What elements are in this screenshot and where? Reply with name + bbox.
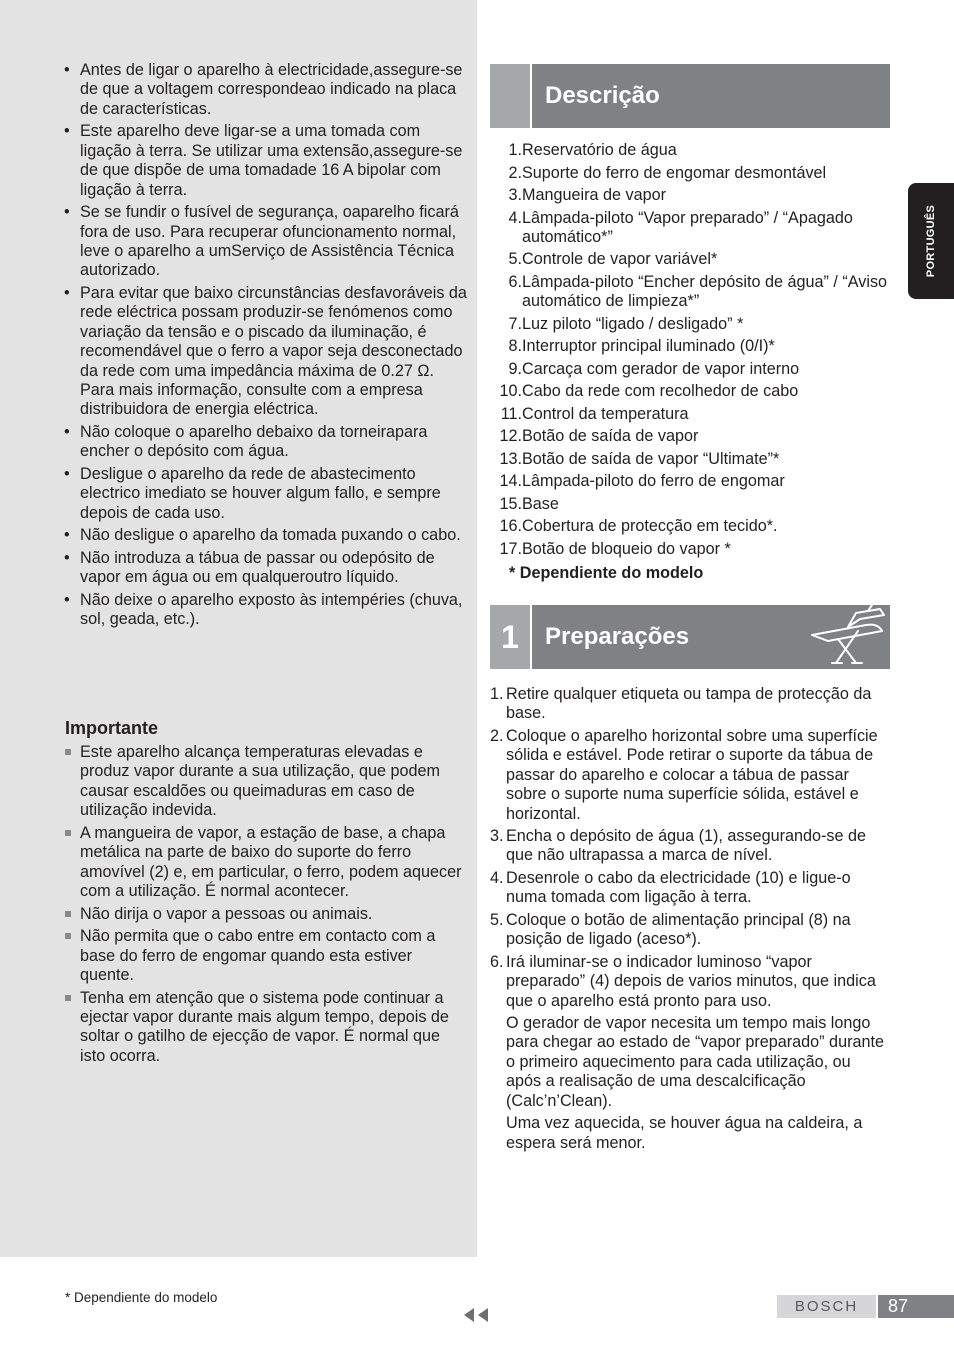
list-item: 14. Lâmpada-piloto do ferro de engomar [499, 472, 785, 491]
list-item: 3. Mangueira de vapor [508, 186, 666, 204]
list-item: 17. Botão de bloqueio do vapor * [499, 539, 731, 558]
list-item: 7. Luz piloto “ligado / desligado” * [508, 314, 744, 333]
list-item: Não permita que o cabo entre em contacto com a base do ferro de engomar quando esta estiver quente. [62, 927, 467, 985]
section-title: Preparações [545, 623, 690, 650]
list-item: 9. Carcaça com gerador de vapor interno [508, 359, 800, 378]
list-item: 3. Encha o depósito de água (1), assegurando-se de que não ultrapassa a marca de nível. [490, 827, 866, 865]
list-item: Tenha em atenção que o sistema pode continuar a ejectar vapor durante mais algum tempo, depois de soltar o gatilho de ejecção de vapor. É normal que isto ocorra. [62, 989, 467, 1067]
list-item: 5. Coloque o botão de alimentação principal (8) na posição de ligado (aceso*). [490, 910, 851, 949]
safety-warnings-list [62, 61, 467, 633]
list-item: • Não coloque o aparelho debaixo da torneirapara encher o depósito com água. [62, 423, 467, 462]
list-item: 4. Desenrole o cabo da electricidade (10) e ligue-o numa tomada com ligação à terra. [490, 868, 851, 907]
list-item: • Não deixe o aparelho exposto às intempéries (chuva, sol, geada, etc.). [62, 591, 467, 630]
list-item: Este aparelho alcança temperaturas elevadas e produz vapor durante a sua utilização, que podem causar escaldões ou queimaduras em caso de utilização indevida. [62, 743, 467, 821]
list-item: Não dirija o vapor a pessoas ou animais. [62, 905, 467, 924]
language-tab [908, 183, 954, 299]
list-item: • Se se fundir o fusível de segurança, oaparelho ficará fora de uso. Para recuperar ofuncionamento normal, leve o aparelho a umServiço de Assistência Técnica autorizado. [62, 203, 467, 281]
section-number: 1 [490, 605, 530, 669]
list-item: 15. Base [499, 494, 559, 513]
list-item: 13. Botão de saída de vapor “Ultimate”* [499, 449, 780, 468]
list-item: 6. Irá iluminar-se o indicador luminoso “vapor preparado” (4) depois de varios minutos, que indica que o aparelho está pronto para uso. [490, 952, 876, 1010]
model-note: * Dependiente do modelo [509, 564, 704, 582]
list-item: 10. Cabo da rede com recolhedor de cabo [499, 382, 799, 401]
divider [530, 64, 532, 128]
list-item: A mangueira de vapor, a estação de base, a chapa metálica na parte de baixo do suporte do ferro amovível (2) e, em particular, o ferro, podem aquecer com a utilização. É normal acontecer. [62, 824, 467, 902]
list-item: 1. Reservatório de água [508, 141, 677, 159]
list-item: 6. Lâmpada-piloto “Encher depósito de água” / “Aviso automático de limpieza*” [508, 272, 888, 311]
footer-note: * Dependiente do modelo [65, 1290, 218, 1305]
list-item: 5. Controle de vapor variável* [508, 250, 718, 269]
list-item: • Para evitar que baixo circunstâncias desfavoráveis da rede eléctrica possam produzir-se fenómenos como variação da tensão e o piscado da iluminação, é recomendável que o ferro a vapor seja desconectado da rede com uma impedância máxima de 0.27 Ω. Para mais informação, consulte com a empresa distribuidora de energia eléctrica. [62, 284, 467, 420]
language-tab-label: PORTUGUÊS [925, 204, 937, 278]
list-item: 16. Cobertura de protecção em tecido*. [499, 517, 778, 536]
list-item: 12. Botão de saída de vapor [499, 427, 699, 446]
double-left-arrow-icon[interactable] [463, 1305, 493, 1325]
section-number-box [490, 64, 530, 128]
description-header [490, 64, 890, 128]
paragraph: Uma vez aquecida, se houver água na caldeira, a espera será menor. [506, 1114, 863, 1152]
list-item: • Antes de ligar o aparelho à electricidade,assegure-se de que a voltagem correspondeao indicado na placa de características. [62, 61, 467, 119]
list-item: 1. Retire qualquer etiqueta ou tampa de protecção da base. [490, 685, 872, 723]
list-item: 4. Lâmpada-piloto “Vapor preparado” / “Apagado automático*” [508, 208, 853, 246]
list-item: • Este aparelho deve ligar-se a uma tomada com ligação à terra. Se utilizar uma extensão,assegure-se de que dispõe de uma tomadade 16 A bipolar com ligação à terra. [62, 122, 467, 200]
list-item: 2. Coloque o aparelho horizontal sobre uma superfície sólida e estável. Pode retirar o suporte da tábua de passar do aparelho e colocar a tábua de passar sobre o suporte numa superfície sólida, estável e horizontal. [490, 726, 878, 823]
list-item: • Não desligue o aparelho da tomada puxando o cabo. [62, 526, 467, 545]
divider [530, 605, 532, 669]
paragraph: O gerador de vapor necesita um tempo mais longo para chegar ao estado de “vapor preparado” durante o primeiro aquecimento para cada utilização, ou após a realisação de uma descalcificação (Calc’n’Clean). [506, 1014, 884, 1110]
list-item: • Não introduza a tábua de passar ou odepósito de vapor em água ou em qualqueroutro líquido. [62, 549, 467, 588]
section-title: Descrição [545, 82, 660, 109]
description-list [490, 141, 890, 562]
brand-label: BOSCH [777, 1295, 876, 1318]
list-item: 11. Control da temperatura [500, 404, 689, 423]
list-item: • Desligue o aparelho da rede de abastecimento electrico imediato se houver algum fallo, e sempre depois de cada uso. [62, 465, 467, 523]
list-item: 2. Suporte do ferro de engomar desmontável [508, 163, 827, 182]
preparation-steps [490, 685, 890, 1156]
page-number: 87 [878, 1295, 954, 1318]
important-list [62, 743, 467, 1069]
ironing-board-icon [808, 605, 888, 667]
important-heading: Importante [65, 718, 159, 738]
list-item: 8. Interruptor principal iluminado (0/I)* [508, 337, 775, 356]
